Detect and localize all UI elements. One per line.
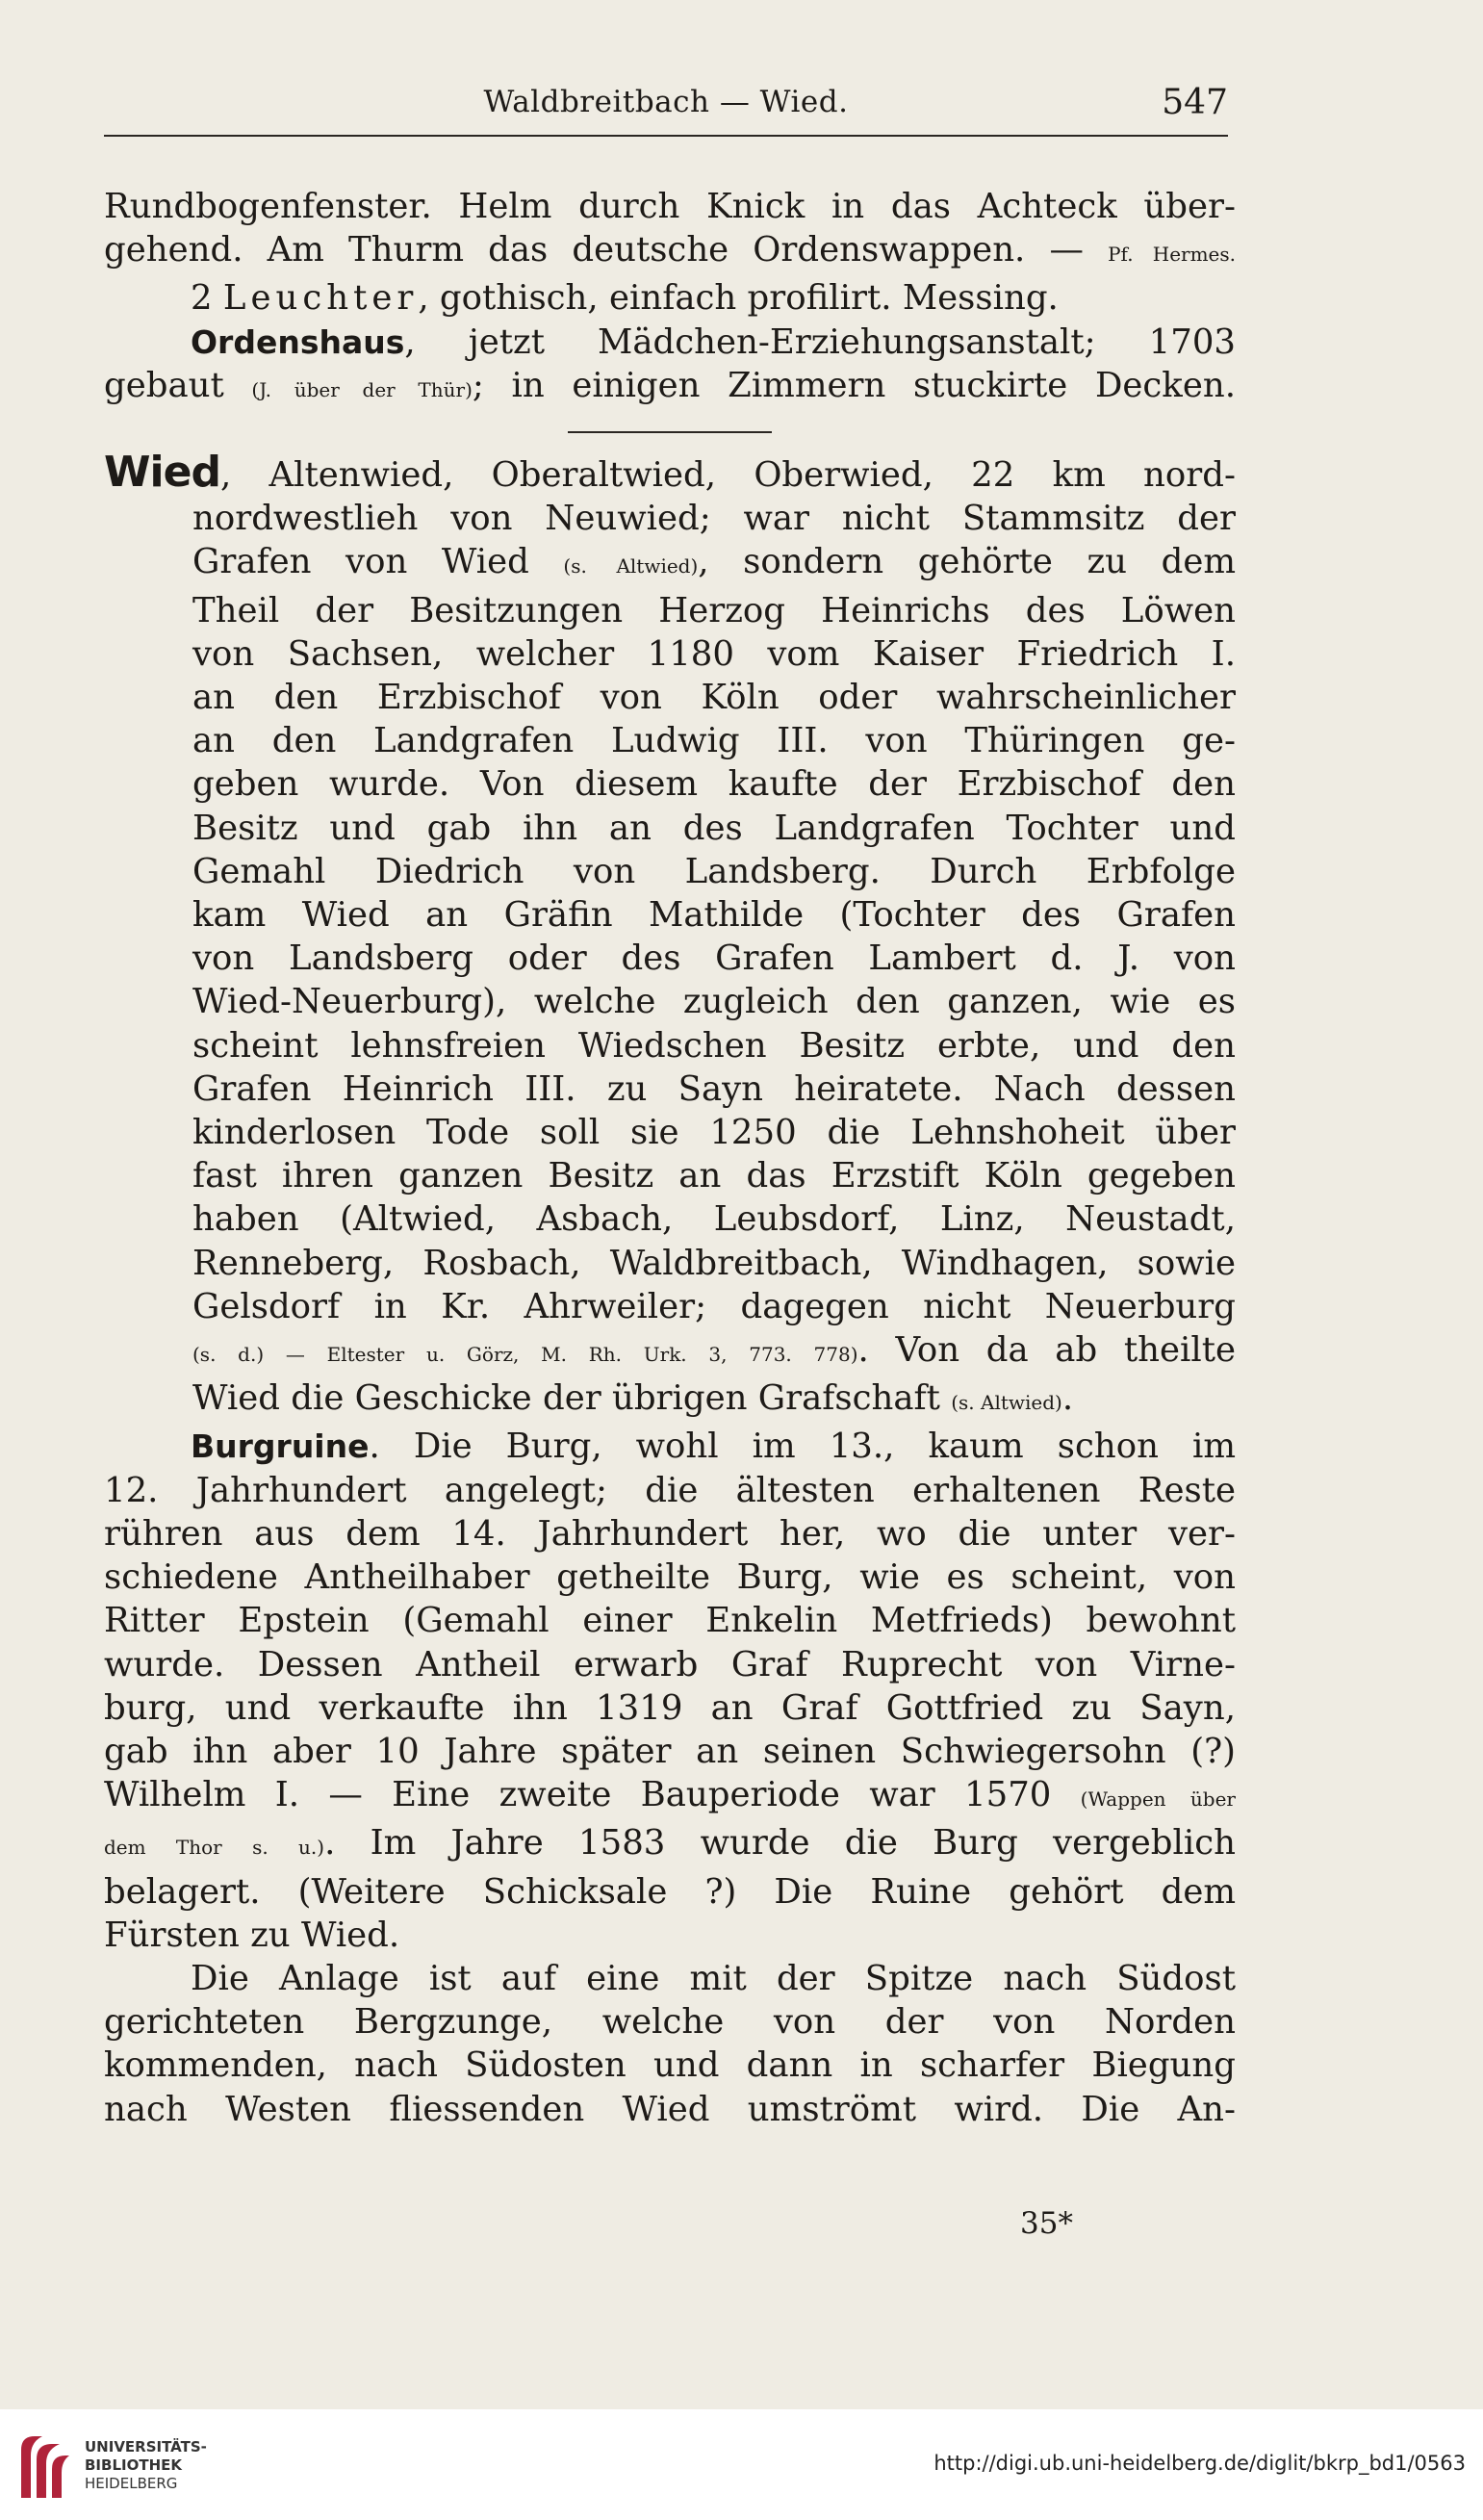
text-line: gerichteten Bergzunge, welche von der von Norden	[104, 2002, 1236, 2043]
page-header	[104, 67, 1228, 137]
text-line: Gemahl Diedrich von Landsberg. Durch Erbfolge	[192, 851, 1236, 891]
digitization-footer	[0, 2409, 1483, 2520]
library-name: UNIVERSITÄTS- BIBLIOTHEK HEIDELBERG	[85, 2438, 207, 2492]
text-line: Wied die Geschicke der übrigen Grafschaft (s. Altwied).	[192, 1378, 1074, 1419]
text-line: dem Thor s. u.). Im Jahre 1583 wurde die Burg vergeblich	[104, 1823, 1236, 1864]
source-reference: Pf. Hermes.	[1108, 243, 1237, 267]
text-line: Grafen Heinrich III. zu Sayn heiratete. Nach dessen	[192, 1068, 1236, 1109]
text-line: 12. Jahrhundert angelegt; die ältesten erhaltenen Reste	[104, 1470, 1236, 1510]
text-line: an den Erzbischof von Köln oder wahrscheinlicher	[192, 678, 1236, 718]
text-line: Die Anlage ist auf eine mit der Spitze nach Südost	[191, 1958, 1236, 1998]
text-line: belagert. (Weitere Schicksale ?) Die Ruine gehört dem	[104, 1871, 1236, 1912]
running-title: Waldbreitbach — Wied.	[483, 85, 849, 119]
text-line: Wied-Neuerburg), welche zugleich den ganzen, wie es	[192, 982, 1236, 1022]
text-line: Wilhelm I. — Eine zweite Bauperiode war 1570 (Wappen über	[104, 1775, 1236, 1815]
text-line: von Landsberg oder des Grafen Lambert d. J. von	[192, 939, 1236, 979]
source-reference: (s. d.) — Eltester u. Görz, M. Rh. Urk. 3, 773. 778)	[192, 1343, 858, 1367]
text-line: Ritter Epstein (Gemahl einer Enkelin Metfrieds) bewohnt	[104, 1601, 1236, 1641]
section-keyword: Burgruine	[191, 1427, 370, 1466]
paragraph-waldbreitbach-continued	[104, 185, 1236, 412]
text-line: kommenden, nach Südosten und dann in scharfer Biegung	[104, 2045, 1236, 2086]
source-reference: dem Thor s. u.)	[104, 1836, 325, 1860]
text-line: Gelsdorf in Kr. Ahrweiler; dagegen nicht Neuerburg	[192, 1286, 1236, 1326]
text-line: Ordenshaus, jetzt Mädchen-Erziehungsanstalt; 1703	[191, 321, 1236, 362]
paragraph-anlage	[104, 1957, 1236, 2131]
section-keyword: Ordenshaus	[191, 322, 405, 361]
text-line: Fürsten zu Wied.	[104, 1915, 400, 1955]
text-line: haben (Altwied, Asbach, Leubsdorf, Linz, Neustadt,	[192, 1199, 1236, 1240]
page-number: 547	[1162, 83, 1228, 122]
paragraph-burgruine	[104, 1425, 1236, 1956]
item-term: Leuchter	[222, 278, 419, 319]
text-line: fast ihren ganzen Besitz an das Erzstift Köln gegeben	[192, 1156, 1236, 1196]
text-line: an den Landgrafen Ludwig III. von Thüringen ge-	[192, 721, 1236, 761]
text-line: burg, und verkaufte ihn 1319 an Graf Gottfried zu Sayn,	[104, 1687, 1236, 1728]
library-logo-icon	[13, 2430, 75, 2504]
cross-reference: (s. Altwied)	[951, 1391, 1062, 1415]
text-line: nordwestlieh von Neuwied; war nicht Stammsitz der	[192, 499, 1236, 539]
text-line: gehend. Am Thurm das deutsche Ordenswappen. — Pf. Hermes.	[104, 230, 1237, 270]
text-line: (s. d.) — Eltester u. Görz, M. Rh. Urk. 3, 773. 778). Von da ab theilte	[192, 1330, 1236, 1371]
cross-reference: (s. Altwied)	[563, 554, 699, 579]
header-rule	[104, 135, 1228, 137]
text-line: geben wurde. Von diesem kaufte der Erzbischof den	[192, 764, 1236, 805]
text-line: gebaut (J. über der Thür); in einigen Zimmern stuckirte Decken.	[104, 365, 1236, 405]
text-line: schiedene Antheilhaber getheilte Burg, wie es scheint, von	[104, 1557, 1236, 1598]
text-line: Rundbogenfenster. Helm durch Knick in das Achteck über-	[104, 187, 1236, 226]
text-line: wurde. Dessen Antheil erwarb Graf Ruprecht von Virne-	[104, 1644, 1236, 1684]
text-line: Wied, Altenwied, Oberaltwied, Oberwied, 22 km nord-	[104, 448, 1236, 498]
signature-mark: 35*	[1020, 2206, 1073, 2241]
text-line: 2 Leuchter, gothisch, einfach profilirt. Messing.	[191, 278, 1059, 319]
section-divider	[568, 431, 772, 433]
page-body	[104, 185, 1236, 2131]
source-url-link[interactable]: http://digi.ub.uni-heidelberg.de/diglit/bkrp_bd1/0563	[933, 2452, 1466, 2475]
text-line: Theil der Besitzungen Herzog Heinrichs des Löwen	[192, 590, 1236, 630]
text-line: gab ihn aber 10 Jahre später an seinen Schwiegersohn (?)	[104, 1731, 1236, 1771]
text-line: Grafen von Wied (s. Altwied), sondern gehörte zu dem	[192, 542, 1236, 582]
text-line: rühren aus dem 14. Jahrhundert her, wo die unter ver-	[104, 1513, 1236, 1554]
text-line: Renneberg, Rosbach, Waldbreitbach, Windhagen, sowie	[192, 1243, 1236, 1283]
text-line: kinderlosen Tode soll sie 1250 die Lehnshoheit über	[192, 1113, 1236, 1153]
entry-wied	[104, 450, 1236, 1425]
entry-heading: Wied	[104, 448, 220, 498]
text-line: von Sachsen, welcher 1180 vom Kaiser Friedrich I.	[192, 633, 1236, 674]
source-reference: (J. über der Thür)	[251, 377, 473, 401]
text-line: scheint lehnsfreien Wiedschen Besitz erbte, und den	[192, 1025, 1236, 1066]
text-line: kam Wied an Gräfin Mathilde (Tochter des Grafen	[192, 895, 1236, 936]
source-reference: (Wappen über	[1080, 1787, 1236, 1812]
text-line: Besitz und gab ihn an des Landgrafen Tochter und	[192, 808, 1236, 848]
text-line: Burgruine. Die Burg, wohl im 13., kaum schon im	[191, 1427, 1236, 1467]
text-line: nach Westen fliessenden Wied umströmt wird. Die An-	[104, 2089, 1236, 2129]
